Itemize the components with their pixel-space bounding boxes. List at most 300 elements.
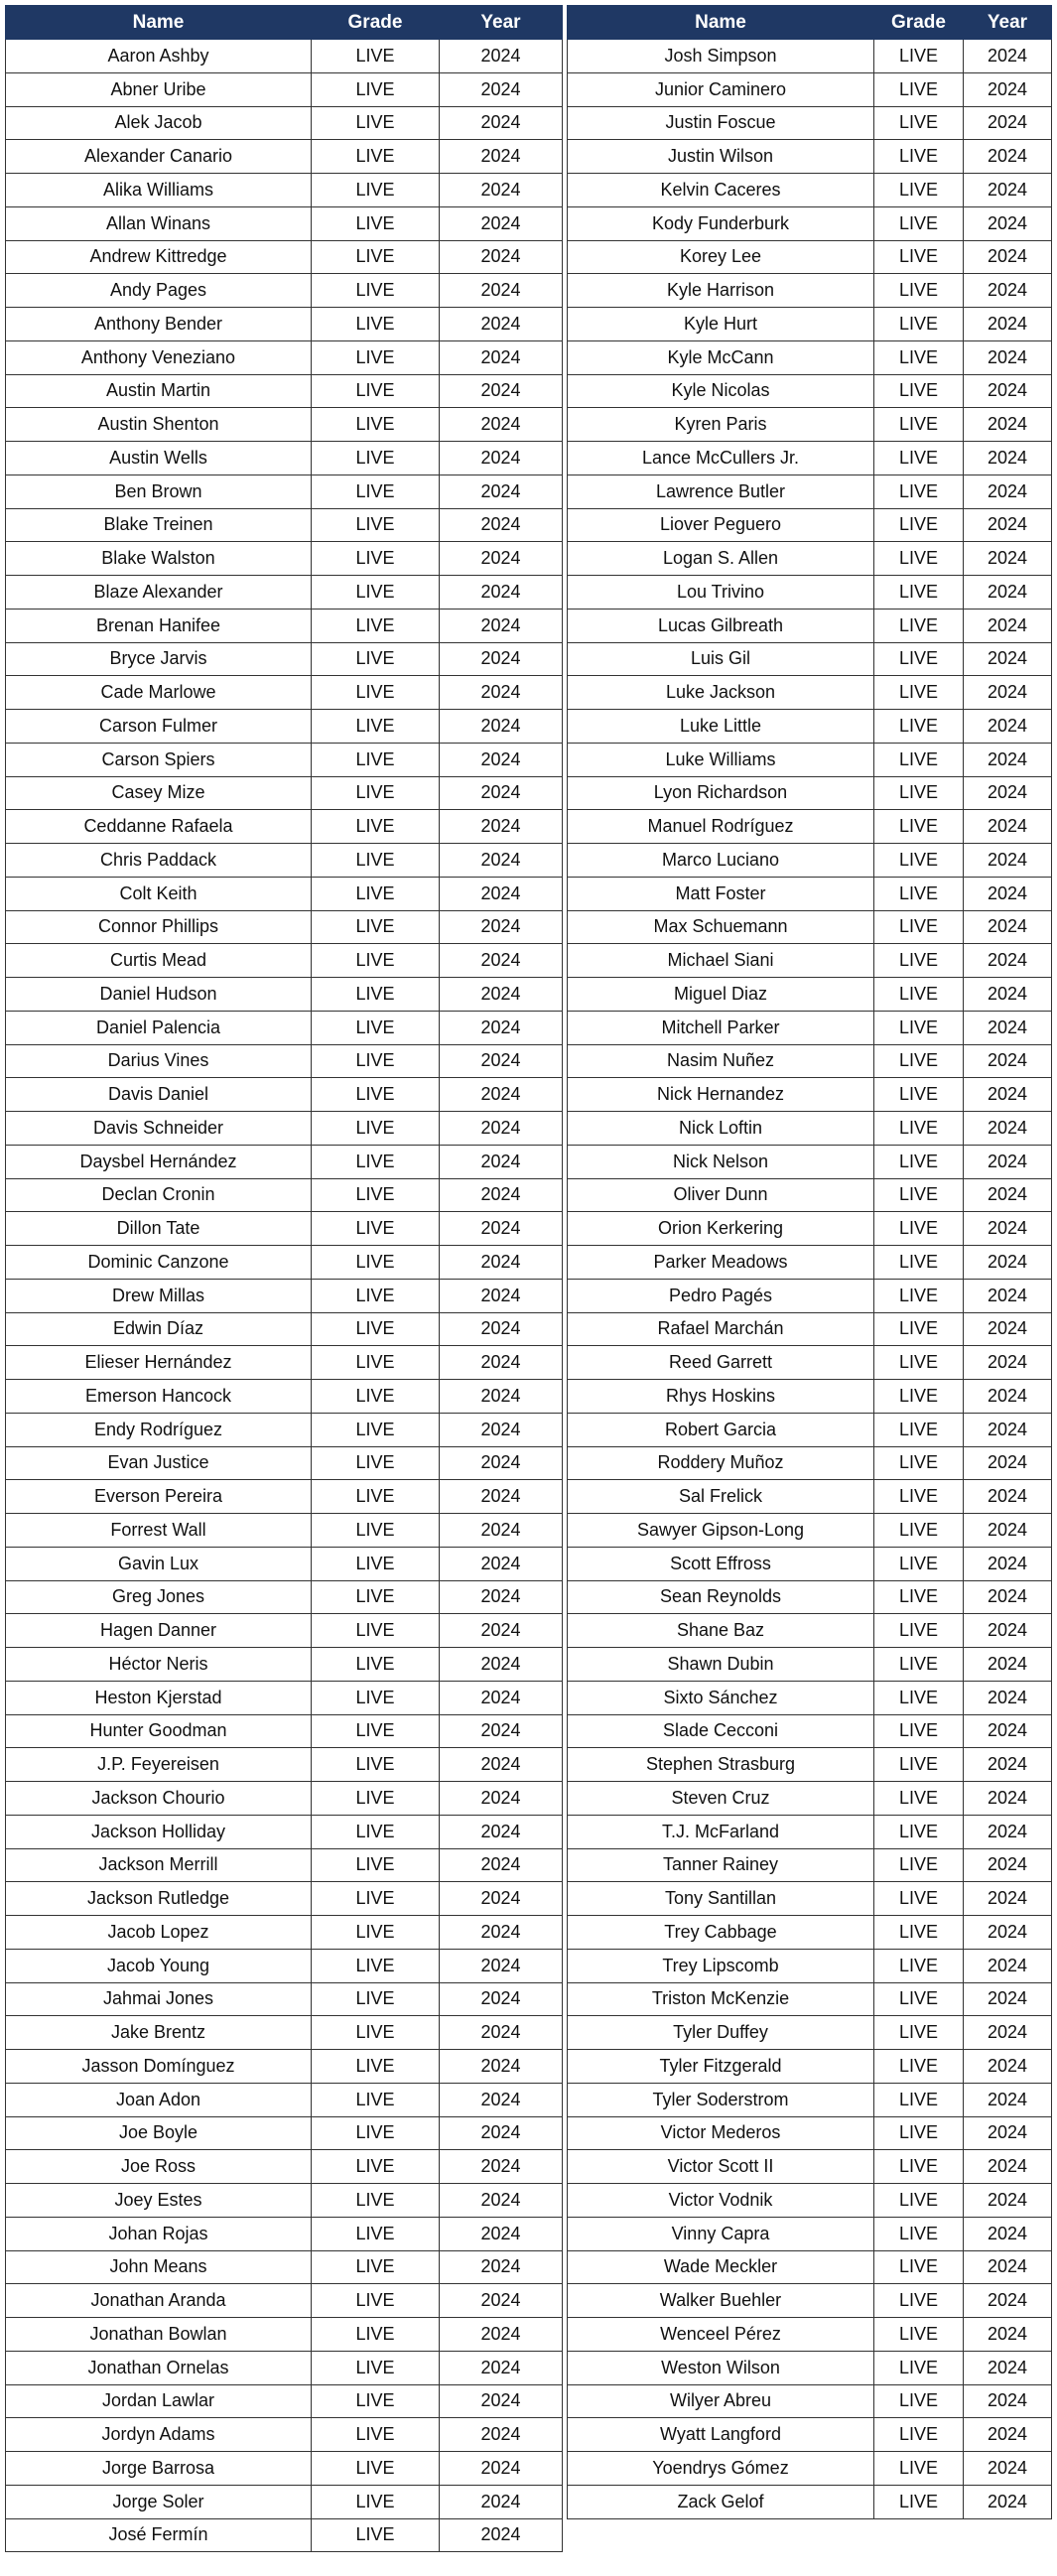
player-name-cell: Allan Winans [6, 206, 312, 240]
player-year-cell: 2024 [440, 408, 563, 442]
table-row [6, 1279, 563, 1312]
table-row [568, 2284, 1052, 2318]
table-row [6, 475, 563, 508]
player-grade-cell: LIVE [874, 140, 964, 174]
player-name-cell: Nick Hernandez [568, 1078, 874, 1112]
player-grade-cell: LIVE [874, 1145, 964, 1178]
player-grade-cell: LIVE [312, 1815, 440, 1848]
player-name-cell: Sean Reynolds [568, 1580, 874, 1614]
player-name-cell: Kyle McCann [568, 340, 874, 374]
player-name-cell: Edwin Díaz [6, 1312, 312, 1346]
table-row [6, 2351, 563, 2384]
player-name-cell: Gavin Lux [6, 1547, 312, 1580]
player-grade-cell: LIVE [312, 1011, 440, 1044]
player-name-cell: Jorge Barrosa [6, 2452, 312, 2486]
player-year-cell: 2024 [964, 2318, 1052, 2352]
player-grade-cell: LIVE [312, 1246, 440, 1280]
player-grade-cell: LIVE [874, 609, 964, 642]
player-name-cell: Kyle Harrison [568, 274, 874, 308]
player-name-cell: Bryce Jarvis [6, 642, 312, 676]
year-header: Year [440, 6, 563, 40]
player-year-cell: 2024 [964, 1681, 1052, 1714]
player-year-cell: 2024 [964, 2418, 1052, 2452]
player-year-cell: 2024 [964, 442, 1052, 475]
table-row [568, 1346, 1052, 1380]
table-row [568, 340, 1052, 374]
player-grade-cell: LIVE [874, 274, 964, 308]
player-name-cell: Brenan Hanifee [6, 609, 312, 642]
table-row [6, 2318, 563, 2352]
table-row [6, 2016, 563, 2050]
player-grade-cell: LIVE [874, 743, 964, 776]
player-year-cell: 2024 [440, 2016, 563, 2050]
table-row [6, 2184, 563, 2218]
player-name-cell: T.J. McFarland [568, 1815, 874, 1848]
table-row [568, 2150, 1052, 2184]
player-year-cell: 2024 [440, 1848, 563, 1882]
table-row [6, 140, 563, 174]
player-grade-cell: LIVE [312, 1882, 440, 1916]
player-name-cell: Ben Brown [6, 475, 312, 508]
player-grade-cell: LIVE [874, 174, 964, 207]
table-row [6, 609, 563, 642]
table-row [568, 2184, 1052, 2218]
player-name-cell: Joe Boyle [6, 2116, 312, 2150]
player-year-cell: 2024 [440, 1413, 563, 1446]
player-year-cell: 2024 [964, 374, 1052, 408]
player-grade-cell: LIVE [312, 1078, 440, 1112]
player-grade-cell: LIVE [874, 576, 964, 610]
player-year-cell: 2024 [964, 2485, 1052, 2518]
player-year-cell: 2024 [964, 2083, 1052, 2116]
table-row [6, 2050, 563, 2084]
player-name-cell: Miguel Diaz [568, 978, 874, 1012]
player-grade-cell: LIVE [312, 910, 440, 944]
player-grade-cell: LIVE [312, 609, 440, 642]
table-row [568, 910, 1052, 944]
player-grade-cell: LIVE [312, 442, 440, 475]
player-name-cell: Jonathan Ornelas [6, 2351, 312, 2384]
player-name-cell: Victor Scott II [568, 2150, 874, 2184]
table-row [568, 1112, 1052, 1146]
player-name-cell: Cade Marlowe [6, 676, 312, 710]
player-year-cell: 2024 [964, 776, 1052, 810]
player-grade-cell: LIVE [874, 40, 964, 73]
name-header: Name [568, 6, 874, 40]
player-year-cell: 2024 [964, 1648, 1052, 1682]
player-year-cell: 2024 [440, 1312, 563, 1346]
table-row [568, 1145, 1052, 1178]
player-grade-cell: LIVE [874, 2485, 964, 2518]
player-year-cell: 2024 [964, 1748, 1052, 1782]
player-name-cell: Anthony Bender [6, 308, 312, 341]
player-grade-cell: LIVE [312, 1446, 440, 1480]
year-header: Year [964, 6, 1052, 40]
player-grade-cell: LIVE [312, 676, 440, 710]
player-name-cell: Logan S. Allen [568, 542, 874, 576]
player-grade-cell: LIVE [874, 1078, 964, 1112]
player-year-cell: 2024 [440, 1346, 563, 1380]
player-name-cell: Tyler Duffey [568, 2016, 874, 2050]
table-row [568, 1614, 1052, 1648]
table-row [6, 2418, 563, 2452]
table-row [6, 72, 563, 106]
player-name-cell: Forrest Wall [6, 1514, 312, 1548]
player-grade-cell: LIVE [312, 274, 440, 308]
player-name-cell: Scott Effross [568, 1547, 874, 1580]
player-name-cell: Hagen Danner [6, 1614, 312, 1648]
player-grade-cell: LIVE [874, 1380, 964, 1414]
player-year-cell: 2024 [964, 1446, 1052, 1480]
player-year-cell: 2024 [440, 844, 563, 878]
table-row [568, 106, 1052, 140]
player-name-cell: Greg Jones [6, 1580, 312, 1614]
table-row [568, 1748, 1052, 1782]
player-grade-cell: LIVE [874, 1514, 964, 1548]
table-row [6, 1580, 563, 1614]
player-name-cell: Lyon Richardson [568, 776, 874, 810]
table-row [6, 710, 563, 744]
player-grade-cell: LIVE [312, 743, 440, 776]
table-row [568, 72, 1052, 106]
table-row [6, 174, 563, 207]
player-grade-cell: LIVE [874, 2284, 964, 2318]
table-row [568, 174, 1052, 207]
player-grade-cell: LIVE [312, 810, 440, 844]
player-name-cell: Colt Keith [6, 877, 312, 910]
player-grade-cell: LIVE [874, 2150, 964, 2184]
player-year-cell: 2024 [440, 2318, 563, 2352]
player-name-cell: Tony Santillan [568, 1882, 874, 1916]
player-year-cell: 2024 [964, 877, 1052, 910]
player-name-cell: Connor Phillips [6, 910, 312, 944]
table-row [6, 1848, 563, 1882]
player-grade-cell: LIVE [874, 1614, 964, 1648]
player-name-cell: Sal Frelick [568, 1480, 874, 1514]
player-year-cell: 2024 [964, 2116, 1052, 2150]
player-name-cell: Slade Cecconi [568, 1714, 874, 1748]
player-year-cell: 2024 [964, 1380, 1052, 1414]
player-name-cell: Steven Cruz [568, 1782, 874, 1816]
table-row [6, 2518, 563, 2552]
player-name-cell: Jackson Rutledge [6, 1882, 312, 1916]
table-row [6, 274, 563, 308]
player-year-cell: 2024 [964, 1246, 1052, 1280]
player-name-cell: Oliver Dunn [568, 1178, 874, 1212]
player-grade-cell: LIVE [874, 810, 964, 844]
player-year-cell: 2024 [440, 174, 563, 207]
player-year-cell: 2024 [440, 576, 563, 610]
table-row [568, 1380, 1052, 1414]
player-grade-cell: LIVE [874, 1949, 964, 1982]
table-row [6, 676, 563, 710]
player-name-cell: Heston Kjerstad [6, 1681, 312, 1714]
player-grade-cell: LIVE [312, 844, 440, 878]
player-grade-cell: LIVE [874, 1748, 964, 1782]
table-row [568, 2452, 1052, 2486]
player-year-cell: 2024 [440, 910, 563, 944]
player-year-cell: 2024 [440, 1514, 563, 1548]
player-grade-cell: LIVE [312, 340, 440, 374]
table-row [6, 40, 563, 73]
table-row [568, 1580, 1052, 1614]
player-name-cell: Endy Rodríguez [6, 1413, 312, 1446]
table-row [568, 308, 1052, 341]
player-grade-cell: LIVE [874, 1246, 964, 1280]
player-year-cell: 2024 [440, 2250, 563, 2284]
player-year-cell: 2024 [440, 1078, 563, 1112]
player-year-cell: 2024 [964, 710, 1052, 744]
player-grade-cell: LIVE [874, 374, 964, 408]
player-year-cell: 2024 [440, 776, 563, 810]
player-year-cell: 2024 [964, 978, 1052, 1012]
player-grade-cell: LIVE [874, 642, 964, 676]
table-row [6, 1547, 563, 1580]
player-name-cell: Casey Mize [6, 776, 312, 810]
table-row [568, 743, 1052, 776]
player-year-cell: 2024 [440, 1145, 563, 1178]
player-grade-cell: LIVE [874, 1547, 964, 1580]
player-year-cell: 2024 [440, 1949, 563, 1982]
table-row [568, 1178, 1052, 1212]
player-grade-cell: LIVE [874, 2184, 964, 2218]
player-name-cell: Michael Siani [568, 944, 874, 978]
player-name-cell: José Fermín [6, 2518, 312, 2552]
player-year-cell: 2024 [964, 2217, 1052, 2250]
player-name-cell: Aaron Ashby [6, 40, 312, 73]
player-name-cell: Declan Cronin [6, 1178, 312, 1212]
table-row [6, 1413, 563, 1446]
table-row [568, 1714, 1052, 1748]
roster-table-left [5, 5, 563, 2552]
table-row [568, 2418, 1052, 2452]
player-name-cell: Abner Uribe [6, 72, 312, 106]
player-grade-cell: LIVE [312, 1178, 440, 1212]
player-grade-cell: LIVE [874, 910, 964, 944]
player-name-cell: Trey Lipscomb [568, 1949, 874, 1982]
player-name-cell: Austin Shenton [6, 408, 312, 442]
player-year-cell: 2024 [440, 2384, 563, 2418]
player-grade-cell: LIVE [874, 1782, 964, 1816]
player-year-cell: 2024 [440, 2452, 563, 2486]
player-year-cell: 2024 [964, 910, 1052, 944]
player-year-cell: 2024 [964, 408, 1052, 442]
table-row [568, 609, 1052, 642]
player-year-cell: 2024 [440, 40, 563, 73]
player-name-cell: Robert Garcia [568, 1413, 874, 1446]
player-grade-cell: LIVE [312, 877, 440, 910]
player-name-cell: Jacob Young [6, 1949, 312, 1982]
player-grade-cell: LIVE [312, 1044, 440, 1078]
player-name-cell: Tyler Soderstrom [568, 2083, 874, 2116]
table-row [568, 576, 1052, 610]
player-year-cell: 2024 [440, 1246, 563, 1280]
player-grade-cell: LIVE [874, 1044, 964, 1078]
player-year-cell: 2024 [440, 475, 563, 508]
player-name-cell: Jackson Chourio [6, 1782, 312, 1816]
player-grade-cell: LIVE [312, 374, 440, 408]
player-name-cell: Korey Lee [568, 240, 874, 274]
player-name-cell: Austin Wells [6, 442, 312, 475]
player-year-cell: 2024 [440, 1916, 563, 1950]
table-row [6, 844, 563, 878]
player-grade-cell: LIVE [312, 174, 440, 207]
player-grade-cell: LIVE [874, 1446, 964, 1480]
player-name-cell: Nasim Nuñez [568, 1044, 874, 1078]
player-name-cell: Rhys Hoskins [568, 1380, 874, 1414]
player-grade-cell: LIVE [312, 2250, 440, 2284]
player-name-cell: Alika Williams [6, 174, 312, 207]
player-name-cell: Liover Peguero [568, 508, 874, 542]
table-row [6, 1212, 563, 1246]
player-year-cell: 2024 [964, 1480, 1052, 1514]
table-row [6, 1446, 563, 1480]
player-grade-cell: LIVE [312, 1346, 440, 1380]
table-row [6, 978, 563, 1012]
table-row [568, 844, 1052, 878]
player-name-cell: Kody Funderburk [568, 206, 874, 240]
player-year-cell: 2024 [964, 844, 1052, 878]
player-name-cell: Alexander Canario [6, 140, 312, 174]
player-grade-cell: LIVE [874, 206, 964, 240]
player-year-cell: 2024 [440, 2150, 563, 2184]
player-name-cell: Kelvin Caceres [568, 174, 874, 207]
player-name-cell: Ceddanne Rafaela [6, 810, 312, 844]
table-row [6, 1982, 563, 2016]
player-name-cell: Curtis Mead [6, 944, 312, 978]
table-row [6, 2116, 563, 2150]
player-name-cell: Jackson Merrill [6, 1848, 312, 1882]
player-grade-cell: LIVE [874, 2050, 964, 2084]
player-grade-cell: LIVE [312, 2351, 440, 2384]
player-name-cell: Carson Fulmer [6, 710, 312, 744]
table-row [6, 442, 563, 475]
player-year-cell: 2024 [964, 274, 1052, 308]
table-row [568, 274, 1052, 308]
player-year-cell: 2024 [440, 1815, 563, 1848]
player-year-cell: 2024 [964, 1580, 1052, 1614]
player-grade-cell: LIVE [312, 1480, 440, 1514]
table-row [6, 576, 563, 610]
player-name-cell: J.P. Feyereisen [6, 1748, 312, 1782]
player-grade-cell: LIVE [874, 1848, 964, 1882]
player-grade-cell: LIVE [874, 106, 964, 140]
player-year-cell: 2024 [440, 542, 563, 576]
player-name-cell: Victor Mederos [568, 2116, 874, 2150]
player-year-cell: 2024 [440, 2184, 563, 2218]
player-name-cell: Orion Kerkering [568, 1212, 874, 1246]
player-grade-cell: LIVE [874, 978, 964, 1012]
player-grade-cell: LIVE [874, 844, 964, 878]
player-grade-cell: LIVE [874, 1882, 964, 1916]
player-year-cell: 2024 [964, 1882, 1052, 1916]
table-row [6, 1178, 563, 1212]
player-year-cell: 2024 [964, 508, 1052, 542]
player-year-cell: 2024 [440, 1748, 563, 1782]
player-year-cell: 2024 [964, 1848, 1052, 1882]
player-grade-cell: LIVE [874, 2418, 964, 2452]
player-name-cell: Stephen Strasburg [568, 1748, 874, 1782]
table-row [6, 240, 563, 274]
table-row [6, 2384, 563, 2418]
player-name-cell: Dominic Canzone [6, 1246, 312, 1280]
player-name-cell: Blake Walston [6, 542, 312, 576]
player-name-cell: Blaze Alexander [6, 576, 312, 610]
player-year-cell: 2024 [440, 2116, 563, 2150]
player-grade-cell: LIVE [312, 1380, 440, 1414]
player-grade-cell: LIVE [312, 1413, 440, 1446]
player-year-cell: 2024 [440, 710, 563, 744]
player-name-cell: Trey Cabbage [568, 1916, 874, 1950]
table-row [6, 910, 563, 944]
player-name-cell: Nick Loftin [568, 1112, 874, 1146]
player-name-cell: Kyle Hurt [568, 308, 874, 341]
player-name-cell: Kyren Paris [568, 408, 874, 442]
player-name-cell: Joan Adon [6, 2083, 312, 2116]
table-row [6, 1346, 563, 1380]
player-name-cell: Davis Schneider [6, 1112, 312, 1146]
player-grade-cell: LIVE [874, 308, 964, 341]
table-row [568, 2016, 1052, 2050]
player-name-cell: Drew Millas [6, 1279, 312, 1312]
player-grade-cell: LIVE [874, 944, 964, 978]
player-grade-cell: LIVE [312, 944, 440, 978]
player-grade-cell: LIVE [874, 1714, 964, 1748]
player-grade-cell: LIVE [312, 140, 440, 174]
table-row [6, 1714, 563, 1748]
header-row [6, 6, 563, 40]
player-grade-cell: LIVE [874, 676, 964, 710]
player-grade-cell: LIVE [874, 542, 964, 576]
player-year-cell: 2024 [964, 2184, 1052, 2218]
player-year-cell: 2024 [964, 944, 1052, 978]
table-row [568, 1480, 1052, 1514]
table-row [568, 1246, 1052, 1280]
table-row [568, 2083, 1052, 2116]
player-name-cell: Elieser Hernández [6, 1346, 312, 1380]
player-year-cell: 2024 [440, 340, 563, 374]
table-row [568, 508, 1052, 542]
table-row [6, 642, 563, 676]
grade-header: Grade [312, 6, 440, 40]
player-year-cell: 2024 [964, 40, 1052, 73]
table-row [568, 1279, 1052, 1312]
table-row [568, 810, 1052, 844]
player-year-cell: 2024 [440, 978, 563, 1012]
table-row [568, 642, 1052, 676]
player-grade-cell: LIVE [312, 2116, 440, 2150]
player-name-cell: Sixto Sánchez [568, 1681, 874, 1714]
player-grade-cell: LIVE [312, 1916, 440, 1950]
player-grade-cell: LIVE [312, 2083, 440, 2116]
player-name-cell: Jordan Lawlar [6, 2384, 312, 2418]
player-grade-cell: LIVE [312, 2217, 440, 2250]
table-row [568, 1312, 1052, 1346]
table-row [568, 1782, 1052, 1816]
player-year-cell: 2024 [964, 676, 1052, 710]
player-year-cell: 2024 [964, 1279, 1052, 1312]
player-grade-cell: LIVE [874, 2452, 964, 2486]
player-name-cell: Wyatt Langford [568, 2418, 874, 2452]
player-name-cell: Evan Justice [6, 1446, 312, 1480]
player-name-cell: Carson Spiers [6, 743, 312, 776]
player-name-cell: Jackson Holliday [6, 1815, 312, 1848]
player-year-cell: 2024 [964, 1815, 1052, 1848]
player-year-cell: 2024 [440, 240, 563, 274]
table-row [6, 1648, 563, 1682]
player-name-cell: Mitchell Parker [568, 1011, 874, 1044]
table-row [6, 1614, 563, 1648]
